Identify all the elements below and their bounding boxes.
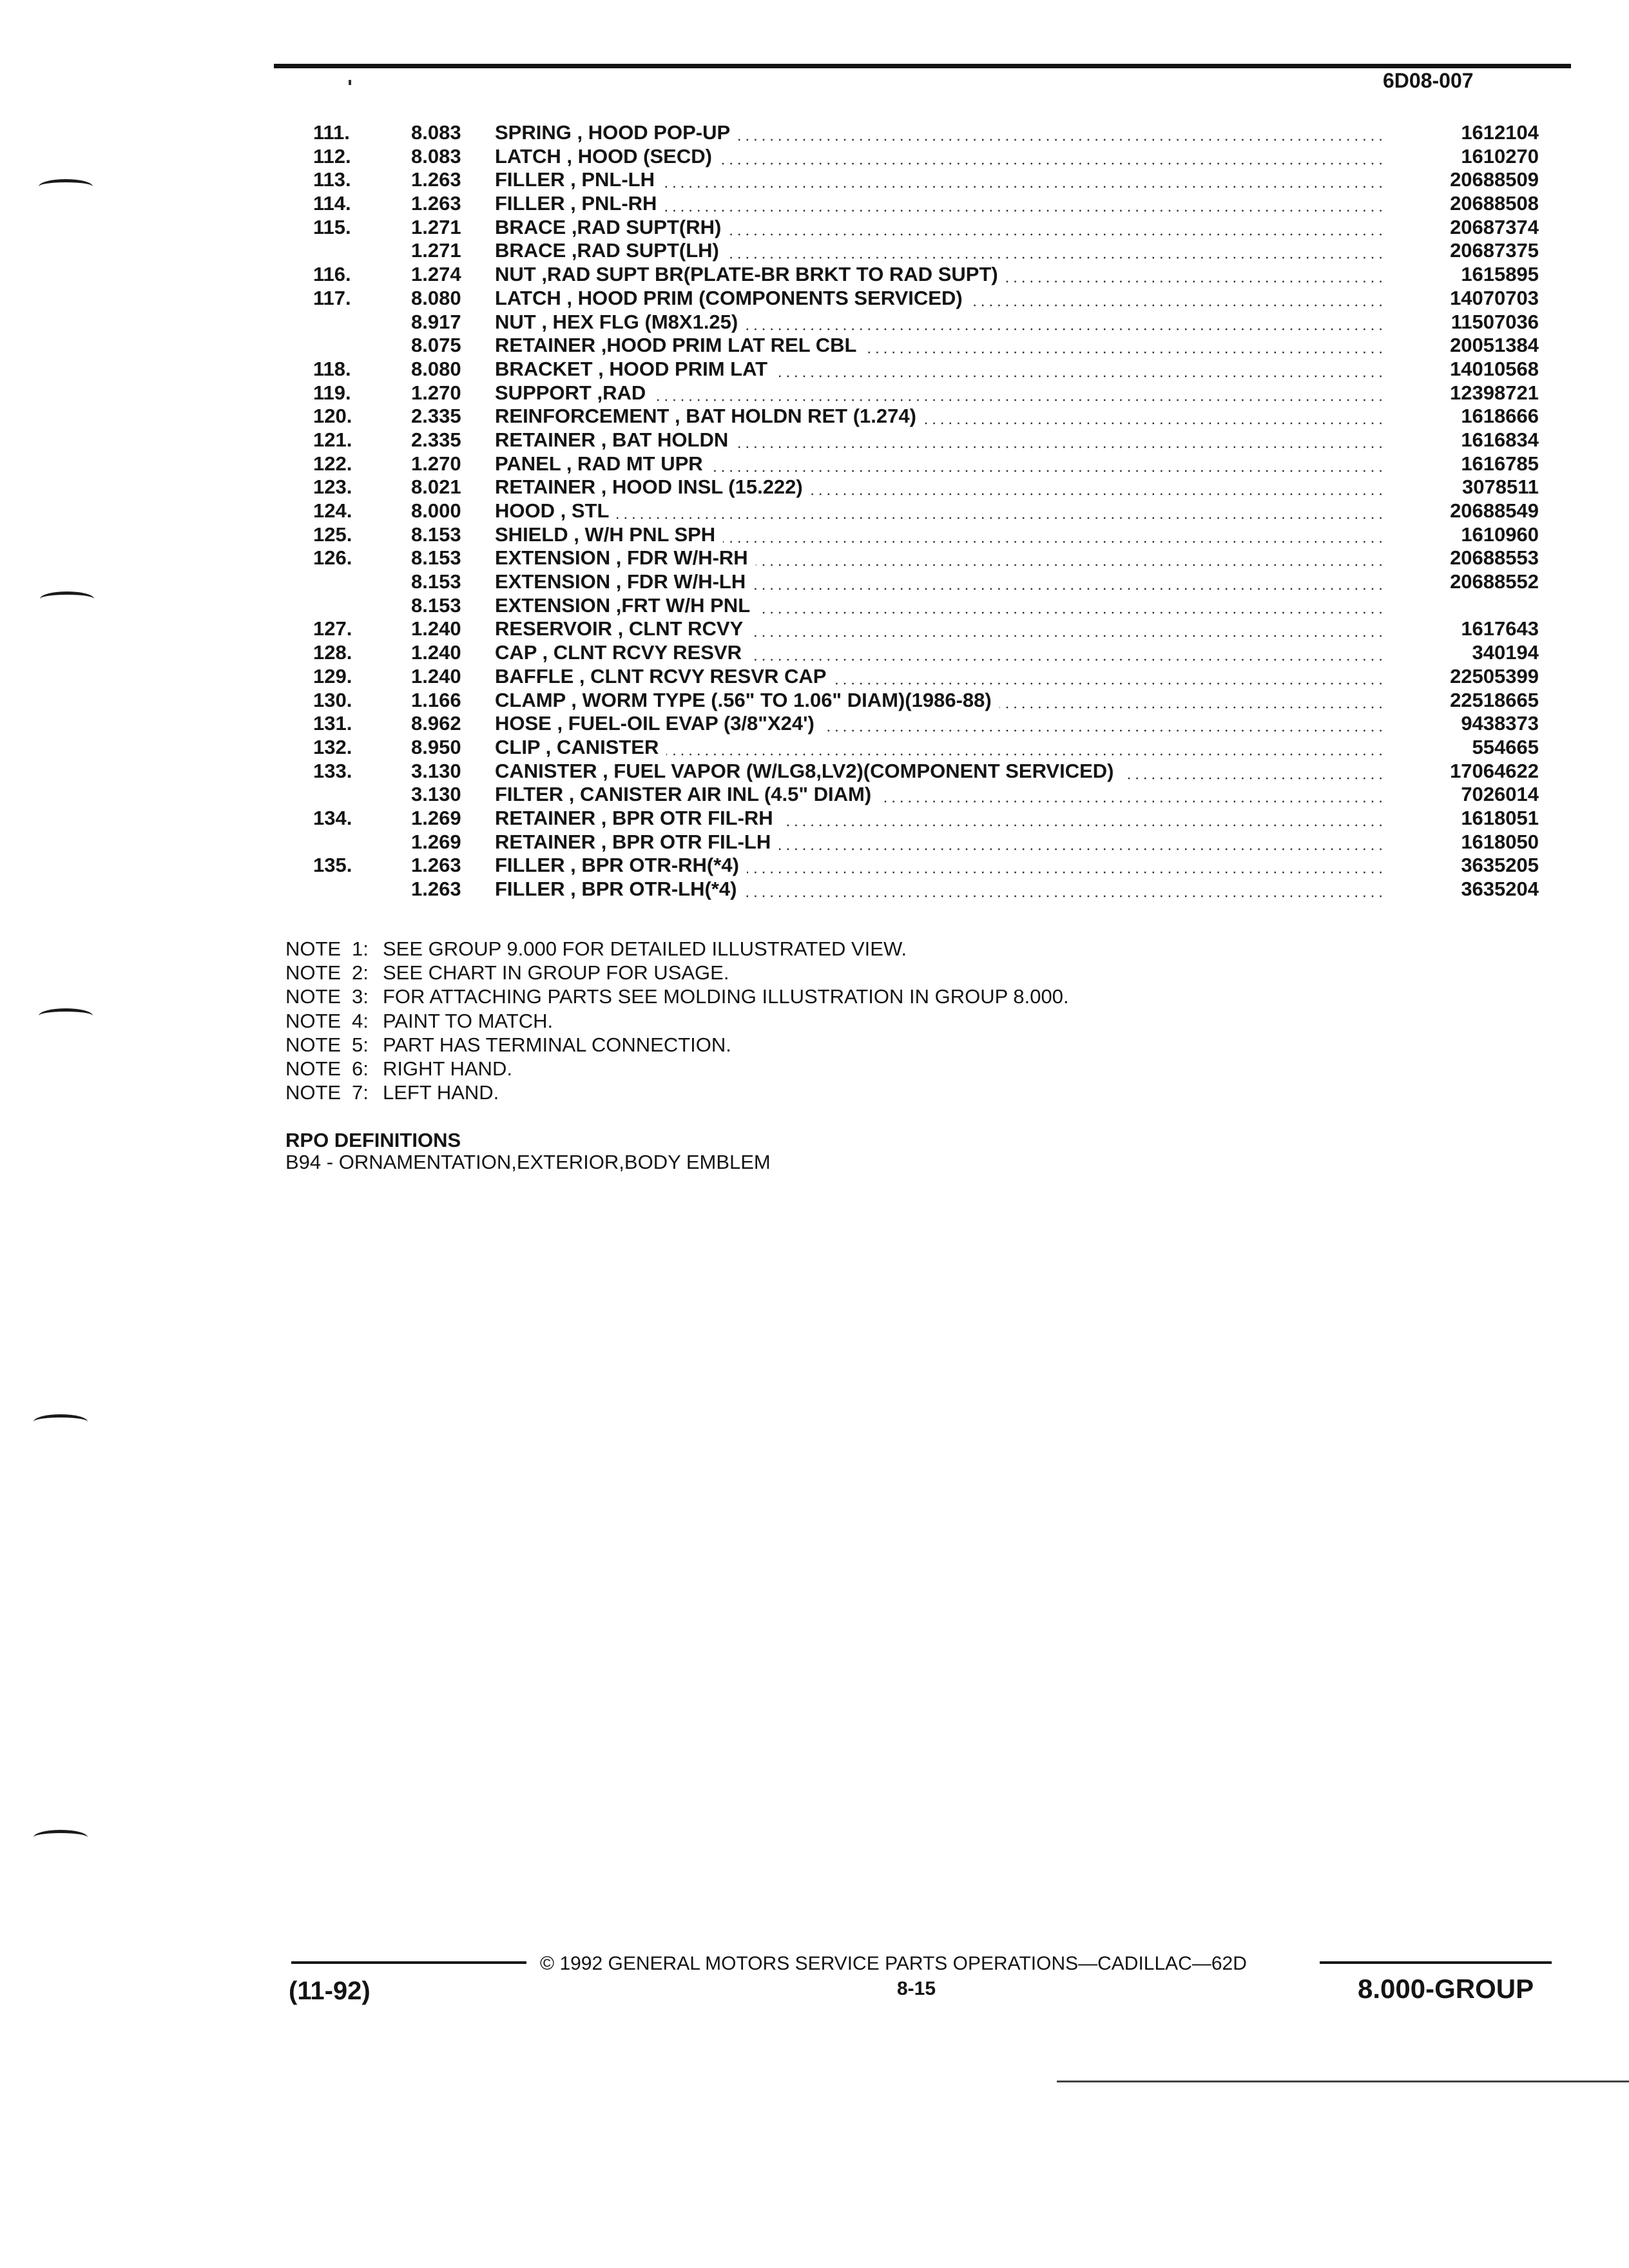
part-detail: ,RAD xyxy=(591,381,646,404)
part-number: 1615895 xyxy=(1461,263,1539,286)
part-name: PANEL xyxy=(495,452,561,475)
part-description xyxy=(495,358,775,381)
note-label: NOTE xyxy=(285,937,342,960)
part-description xyxy=(495,263,1006,286)
note-label: NOTE xyxy=(285,985,342,1008)
item-number: 124. xyxy=(313,499,352,522)
part-description xyxy=(495,760,1122,783)
group-number: 8.153 xyxy=(411,570,461,593)
part-number: 11507036 xyxy=(1451,310,1539,333)
parts-list xyxy=(0,121,1629,901)
part-detail: , HOOD (SECD) xyxy=(561,144,712,168)
part-description xyxy=(495,783,879,806)
part-detail: , HEX FLG (M8X1.25) xyxy=(535,310,738,333)
table-row xyxy=(0,736,1629,760)
note-number: 4: xyxy=(352,1009,369,1032)
part-name: RETAINER xyxy=(495,830,596,853)
part-detail: ,RAD SUPT BR(PLATE-BR BRKT TO RAD SUPT) xyxy=(535,263,998,286)
part-number: 20688509 xyxy=(1450,168,1539,191)
part-name: RETAINER xyxy=(495,334,596,357)
page-code: 6D08-007 xyxy=(1383,69,1474,92)
part-number: 9438373 xyxy=(1461,712,1539,735)
group-number: 1.240 xyxy=(411,641,461,664)
table-row xyxy=(0,712,1629,736)
part-description xyxy=(495,878,744,901)
part-description xyxy=(495,476,811,499)
part-name: EXTENSION xyxy=(495,570,611,593)
part-description xyxy=(495,831,778,854)
item-number: 130. xyxy=(313,688,352,711)
part-detail: , BAT HOLDN RET (1.274) xyxy=(669,405,916,428)
part-name: FILLER xyxy=(495,878,565,900)
part-description xyxy=(495,665,834,688)
note-text: RIGHT HAND. xyxy=(383,1057,512,1081)
part-description xyxy=(495,239,727,262)
part-name: FILLER xyxy=(495,854,565,877)
table-row xyxy=(0,807,1629,831)
group-number: 2.335 xyxy=(411,428,461,451)
item-number: 132. xyxy=(313,735,352,758)
item-number: 113. xyxy=(313,168,351,191)
part-detail: , BPR OTR FIL-RH xyxy=(595,806,773,829)
rpo-definition: B94 - ORNAMENTATION,EXTERIOR,BODY EMBLEM xyxy=(285,1151,771,1173)
table-row xyxy=(0,334,1629,358)
group-number: 8.080 xyxy=(411,357,461,380)
table-row xyxy=(0,311,1629,334)
group-number: 8.153 xyxy=(411,593,461,617)
group-number: 8.083 xyxy=(411,144,461,168)
group-number: 1.240 xyxy=(411,664,461,687)
part-name: EXTENSION xyxy=(495,593,611,617)
part-description xyxy=(495,736,666,759)
note-number: 5: xyxy=(352,1033,369,1056)
part-name: SPRING xyxy=(495,121,572,144)
group-number: 1.271 xyxy=(411,215,461,238)
part-description xyxy=(495,192,664,215)
part-name: HOSE xyxy=(495,712,552,735)
table-row xyxy=(0,192,1629,216)
item-number: 115. xyxy=(313,215,351,238)
part-description xyxy=(495,617,751,640)
group-number: 8.080 xyxy=(411,286,461,309)
part-description xyxy=(495,334,864,357)
footer-rule-left xyxy=(291,1961,526,1964)
part-name: CANISTER xyxy=(495,759,597,782)
part-name: RESERVOIR xyxy=(495,617,613,640)
item-number: 111. xyxy=(313,121,350,144)
part-detail: ,RAD SUPT(RH) xyxy=(566,215,722,238)
part-name: BAFFLE xyxy=(495,664,574,687)
bottom-scan-line xyxy=(1057,2081,1629,2082)
part-description xyxy=(495,570,753,593)
group-number: 3.130 xyxy=(411,759,461,782)
table-row xyxy=(0,878,1629,901)
part-detail: , CLNT RCVY RESVR xyxy=(536,641,742,664)
part-detail: , PNL-RH xyxy=(564,192,657,215)
part-name: BRACE xyxy=(495,215,566,238)
table-row xyxy=(0,287,1629,311)
group-number: 1.263 xyxy=(411,192,461,215)
group-number: 1.269 xyxy=(411,830,461,853)
table-row xyxy=(0,405,1629,428)
footer-date: (11-92) xyxy=(289,1977,371,2005)
table-row xyxy=(0,121,1629,145)
group-number: 8.075 xyxy=(411,334,461,357)
table-row xyxy=(0,358,1629,381)
part-number: 3078511 xyxy=(1462,476,1539,499)
table-row xyxy=(0,854,1629,878)
part-number: 20688508 xyxy=(1450,192,1539,215)
part-description xyxy=(495,712,822,735)
part-name: BRACKET xyxy=(495,357,593,380)
table-row xyxy=(0,452,1629,476)
item-number: 122. xyxy=(313,452,352,475)
part-name: HOOD xyxy=(495,499,555,522)
note-line xyxy=(285,937,1069,961)
part-name: LATCH xyxy=(495,286,561,309)
note-text: PART HAS TERMINAL CONNECTION. xyxy=(383,1033,731,1056)
item-number: 116. xyxy=(313,263,351,286)
table-row xyxy=(0,689,1629,713)
part-detail: , BAT HOLDN xyxy=(595,428,729,451)
item-number: 125. xyxy=(313,523,352,546)
rpo-title: RPO DEFINITIONS xyxy=(285,1129,461,1151)
part-number: 3635205 xyxy=(1461,854,1539,877)
table-row xyxy=(0,239,1629,263)
part-name: FILTER xyxy=(495,783,564,806)
footer-page-number: 8-15 xyxy=(897,1978,936,1999)
part-name: LATCH xyxy=(495,144,561,168)
note-label: NOTE xyxy=(285,1033,342,1056)
item-number: 114. xyxy=(313,192,351,215)
part-detail: ,HOOD PRIM LAT REL CBL xyxy=(595,334,857,357)
part-name: CLAMP xyxy=(495,688,566,711)
part-number: 22505399 xyxy=(1450,664,1539,687)
top-tick-mark xyxy=(349,80,351,85)
table-row xyxy=(0,783,1629,807)
note-line xyxy=(285,1081,1069,1104)
table-row xyxy=(0,428,1629,452)
part-number: 14070703 xyxy=(1450,286,1539,309)
note-number: 7: xyxy=(352,1081,369,1104)
note-line xyxy=(285,1033,1069,1057)
note-label: NOTE xyxy=(285,1057,342,1081)
note-text: SEE CHART IN GROUP FOR USAGE. xyxy=(383,961,729,985)
footer-rule-right xyxy=(1320,1961,1552,1964)
part-name: SUPPORT xyxy=(495,381,592,404)
footer-group: 8.000-GROUP xyxy=(1358,1974,1534,2004)
part-detail: , CANISTER AIR INL (4.5" DIAM) xyxy=(563,783,872,806)
part-name: CLIP xyxy=(495,735,541,758)
group-number: 1.274 xyxy=(411,263,461,286)
table-row xyxy=(0,216,1629,240)
part-description xyxy=(495,168,662,191)
part-description xyxy=(495,405,924,428)
item-number: 129. xyxy=(313,664,352,687)
group-number: 1.263 xyxy=(411,878,461,900)
part-description xyxy=(495,216,729,239)
part-number: 20051384 xyxy=(1450,334,1539,357)
part-name: RETAINER xyxy=(495,428,596,451)
group-number: 2.335 xyxy=(411,405,461,428)
table-row xyxy=(0,168,1629,192)
item-number: 131. xyxy=(313,712,352,735)
part-description xyxy=(495,428,736,452)
part-number: 554665 xyxy=(1472,735,1539,758)
item-number: 126. xyxy=(313,546,352,570)
table-row xyxy=(0,831,1629,854)
part-number: 3635204 xyxy=(1461,878,1539,900)
binder-mark-4 xyxy=(34,1414,88,1429)
group-number: 8.000 xyxy=(411,499,461,522)
item-number: 123. xyxy=(313,476,352,499)
part-detail: , STL xyxy=(555,499,610,522)
item-number: 121. xyxy=(313,428,352,451)
table-row xyxy=(0,546,1629,570)
part-detail: , FUEL VAPOR (W/LG8,LV2)(COMPONENT SERVICED) xyxy=(597,759,1114,782)
part-number: 1618666 xyxy=(1461,405,1539,428)
table-row xyxy=(0,476,1629,499)
part-name: NUT xyxy=(495,263,536,286)
item-number: 128. xyxy=(313,641,352,664)
part-description xyxy=(495,641,749,664)
group-number: 8.917 xyxy=(411,310,461,333)
part-description xyxy=(495,546,756,570)
part-description xyxy=(495,594,758,617)
part-number: 20688553 xyxy=(1450,546,1539,570)
item-number: 133. xyxy=(313,759,352,782)
part-description xyxy=(495,381,653,405)
part-detail: , CANISTER xyxy=(540,735,659,758)
part-number: 20688549 xyxy=(1450,499,1539,522)
part-detail: , CLNT RCVY RESVR CAP xyxy=(574,664,827,687)
group-number: 8.083 xyxy=(411,121,461,144)
note-label: NOTE xyxy=(285,1081,342,1104)
part-number: 7026014 xyxy=(1461,783,1539,806)
group-number: 1.240 xyxy=(411,617,461,640)
note-number: 1: xyxy=(352,937,369,960)
part-description xyxy=(495,523,723,546)
note-label: NOTE xyxy=(285,1009,342,1032)
note-label: NOTE xyxy=(285,961,342,985)
part-detail: , PNL-LH xyxy=(564,168,655,191)
group-number: 8.153 xyxy=(411,523,461,546)
part-name: FILLER xyxy=(495,192,565,215)
part-detail: , BPR OTR FIL-LH xyxy=(595,830,771,853)
group-number: 1.269 xyxy=(411,806,461,829)
part-name: EXTENSION xyxy=(495,546,611,570)
footer-copyright: © 1992 GENERAL MOTORS SERVICE PARTS OPERATIONS—CADILLAC—62D xyxy=(540,1953,1247,1974)
item-number: 117. xyxy=(313,286,351,309)
table-row xyxy=(0,760,1629,783)
note-number: 6: xyxy=(352,1057,369,1081)
group-number: 8.153 xyxy=(411,546,461,570)
part-detail: , HOOD PRIM LAT xyxy=(592,357,768,380)
part-detail: , BPR OTR-RH(*4) xyxy=(564,854,739,877)
part-name: NUT xyxy=(495,310,536,333)
table-row xyxy=(0,617,1629,641)
part-number: 17064622 xyxy=(1450,759,1539,782)
part-detail: ,RAD SUPT(LH) xyxy=(566,239,719,262)
note-line xyxy=(285,1057,1069,1081)
item-number: 112. xyxy=(313,144,351,168)
group-number: 3.130 xyxy=(411,783,461,806)
part-description xyxy=(495,689,999,712)
group-number: 1.263 xyxy=(411,854,461,877)
dot-leader xyxy=(495,499,1387,523)
table-row xyxy=(0,499,1629,523)
item-number: 120. xyxy=(313,405,352,428)
part-name: CAP xyxy=(495,641,537,664)
part-detail: , CLNT RCVY xyxy=(612,617,744,640)
table-row xyxy=(0,641,1629,665)
part-detail: , BPR OTR-LH(*4) xyxy=(564,878,737,900)
group-number: 8.962 xyxy=(411,712,461,735)
group-number: 8.021 xyxy=(411,476,461,499)
table-row xyxy=(0,381,1629,405)
group-number: 1.263 xyxy=(411,168,461,191)
group-number: 8.950 xyxy=(411,735,461,758)
part-name: BRACE xyxy=(495,239,566,262)
part-number: 340194 xyxy=(1472,641,1539,664)
top-rule xyxy=(274,64,1571,68)
item-number: 135. xyxy=(313,854,352,877)
part-name: FILLER xyxy=(495,168,565,191)
part-description xyxy=(495,854,747,877)
part-detail: , WORM TYPE (.56" TO 1.06" DIAM)(1986-88) xyxy=(565,688,992,711)
part-detail: , FDR W/H-RH xyxy=(610,546,748,570)
item-number: 119. xyxy=(313,381,351,404)
part-description xyxy=(495,287,970,310)
note-line xyxy=(285,1009,1069,1033)
note-text: SEE GROUP 9.000 FOR DETAILED ILLUSTRATED VIEW. xyxy=(383,937,907,960)
part-description xyxy=(495,807,781,830)
part-number: 1617643 xyxy=(1461,617,1539,640)
part-description xyxy=(495,311,746,334)
part-name: SHIELD xyxy=(495,523,568,546)
part-detail: ,FRT W/H PNL xyxy=(610,593,751,617)
table-row xyxy=(0,665,1629,689)
part-name: REINFORCEMENT xyxy=(495,405,670,428)
part-detail: , HOOD INSL (15.222) xyxy=(595,476,803,499)
part-detail: , HOOD PRIM (COMPONENTS SERVICED) xyxy=(561,286,963,309)
part-description xyxy=(495,499,617,523)
part-description xyxy=(495,145,720,168)
table-row xyxy=(0,594,1629,618)
part-description xyxy=(495,121,738,144)
part-number: 22518665 xyxy=(1450,688,1539,711)
table-row xyxy=(0,523,1629,547)
part-number: 1618051 xyxy=(1461,806,1539,829)
part-number: 12398721 xyxy=(1450,381,1539,404)
part-number: 1612104 xyxy=(1461,121,1539,144)
part-number: 20687374 xyxy=(1450,215,1539,238)
group-number: 1.271 xyxy=(411,239,461,262)
table-row xyxy=(0,263,1629,287)
notes-list xyxy=(285,937,1069,1104)
item-number: 118. xyxy=(313,357,351,380)
part-number: 20687375 xyxy=(1450,239,1539,262)
note-line xyxy=(285,961,1069,985)
table-row xyxy=(0,570,1629,594)
note-text: PAINT TO MATCH. xyxy=(383,1009,554,1032)
part-name: RETAINER xyxy=(495,476,596,499)
note-line xyxy=(285,985,1069,1008)
part-number: 14010568 xyxy=(1450,357,1539,380)
part-number: 1618050 xyxy=(1461,830,1539,853)
part-detail: , FUEL-OIL EVAP (3/8"X24') xyxy=(551,712,815,735)
table-row xyxy=(0,145,1629,169)
note-text: LEFT HAND. xyxy=(383,1081,499,1104)
part-number: 1610960 xyxy=(1461,523,1539,546)
part-description xyxy=(495,452,711,476)
note-number: 3: xyxy=(352,985,369,1008)
group-number: 1.270 xyxy=(411,381,461,404)
group-number: 1.166 xyxy=(411,688,461,711)
item-number: 127. xyxy=(313,617,352,640)
part-detail: , FDR W/H-LH xyxy=(610,570,746,593)
part-number: 1616785 xyxy=(1461,452,1539,475)
part-detail: , RAD MT UPR xyxy=(561,452,703,475)
part-detail: , HOOD POP-UP xyxy=(571,121,731,144)
note-number: 2: xyxy=(352,961,369,985)
part-name: RETAINER xyxy=(495,806,596,829)
note-text: FOR ATTACHING PARTS SEE MOLDING ILLUSTRATION IN GROUP 8.000. xyxy=(383,985,1069,1008)
binder-mark-5 xyxy=(34,1830,88,1845)
part-detail: , W/H PNL SPH xyxy=(568,523,716,546)
part-number: 1616834 xyxy=(1461,428,1539,451)
binder-mark-3 xyxy=(39,1008,93,1023)
part-number: 20688552 xyxy=(1450,570,1539,593)
group-number: 1.270 xyxy=(411,452,461,475)
part-number: 1610270 xyxy=(1461,144,1539,168)
item-number: 134. xyxy=(313,806,352,829)
